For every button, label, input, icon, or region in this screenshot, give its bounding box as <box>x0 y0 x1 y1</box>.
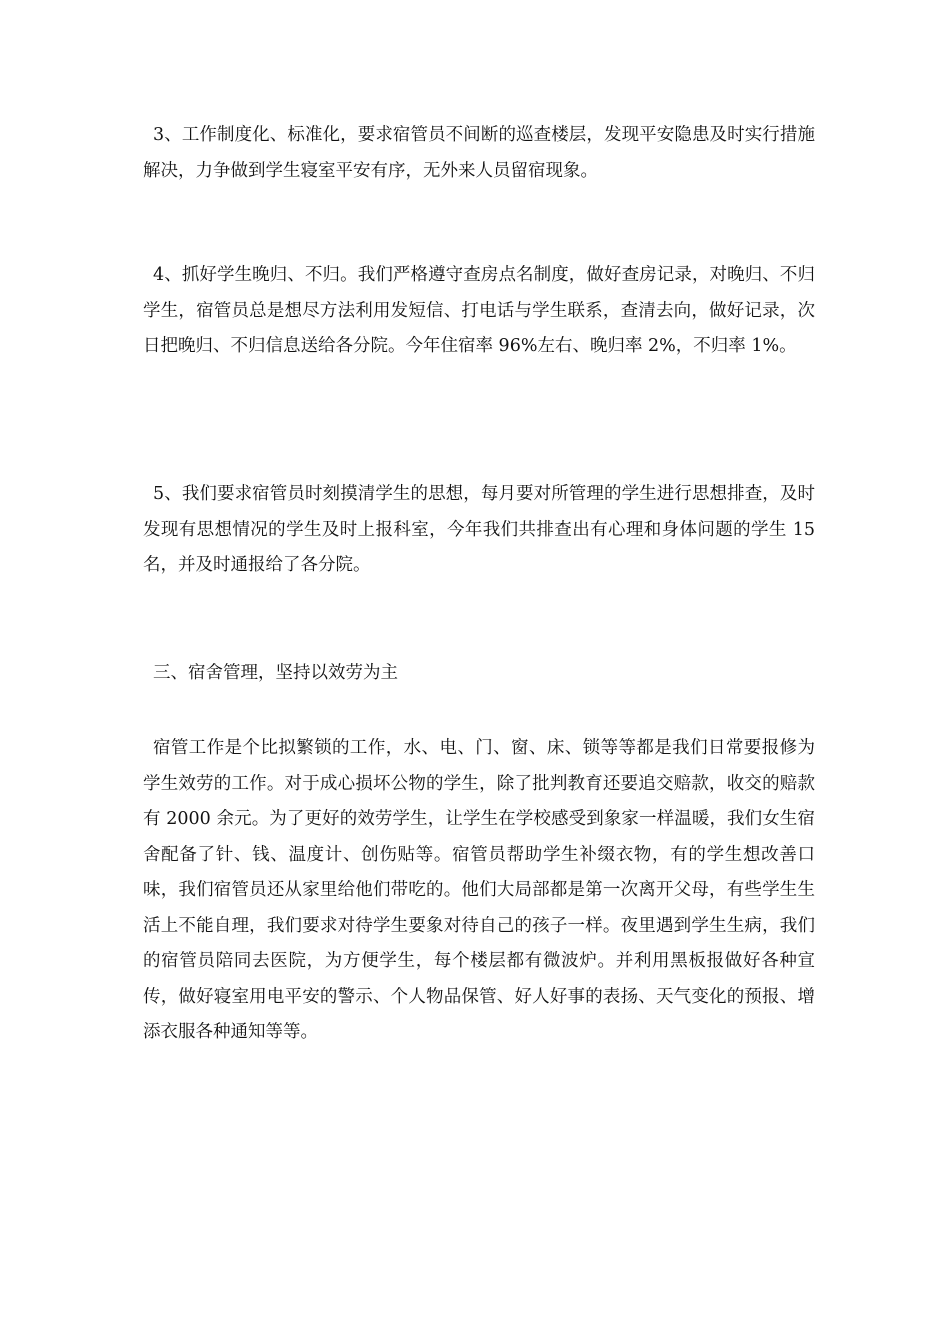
paragraph-item-5: 5、我们要求宿管员时刻摸清学生的思想，每月要对所管理的学生进行思想排查，及时发现有思想情况的学生及时上报科室，今年我们共排查出有心理和身体问题的学生 15 名，并及时通报给了各分院。 <box>143 484 815 575</box>
paragraph-item-4: 4、抓好学生晚归、不归。我们严格遵守查房点名制度，做好查房记录，对晚归、不归学生，宿管员总是想尽方法利用发短信、打电话与学生联系，查清去向，做好记录，次日把晚归、不归信息送给各分院。今年住宿率 96%左右、晚归率 2%，不归率 1%。 <box>143 265 815 356</box>
paragraph-item-3: 3、工作制度化、标准化，要求宿管员不间断的巡查楼层，发现平安隐患及时实行措施解决，力争做到学生寝室平安有序，无外来人员留宿现象。 <box>143 125 815 181</box>
section-heading: 三、宿舍管理，坚持以效劳为主 <box>153 663 398 683</box>
paragraph-body: 宿管工作是个比拟繁锁的工作，水、电、门、窗、床、锁等等都是我们日常要报修为学生效劳的工作。对于成心损坏公物的学生，除了批判教育还要追交赔款，收交的赔款有 2000 余元。为了更好的效劳学生，让学生在学校感受到象家一样温暖，我们女生宿舍配备了针、钱、温度计、创伤贴等。宿管员帮助学生补缀衣物，有的学生想改善口味，我们宿管员还从家里给他们带吃的。他们大局部都是第一次离开父母，有些学生生活上不能自理，我们要求对待学生要象对待自己的孩子一样。夜里遇到学生生病，我们的宿管员陪同去医院，为方便学生，每个楼层都有微波炉。并利用黑板报做好各种宣传，做好寝室用电平安的警示、个人物品保管、好人好事的表扬、天气变化的预报、增添衣服各种通知等等。 <box>143 738 815 1042</box>
